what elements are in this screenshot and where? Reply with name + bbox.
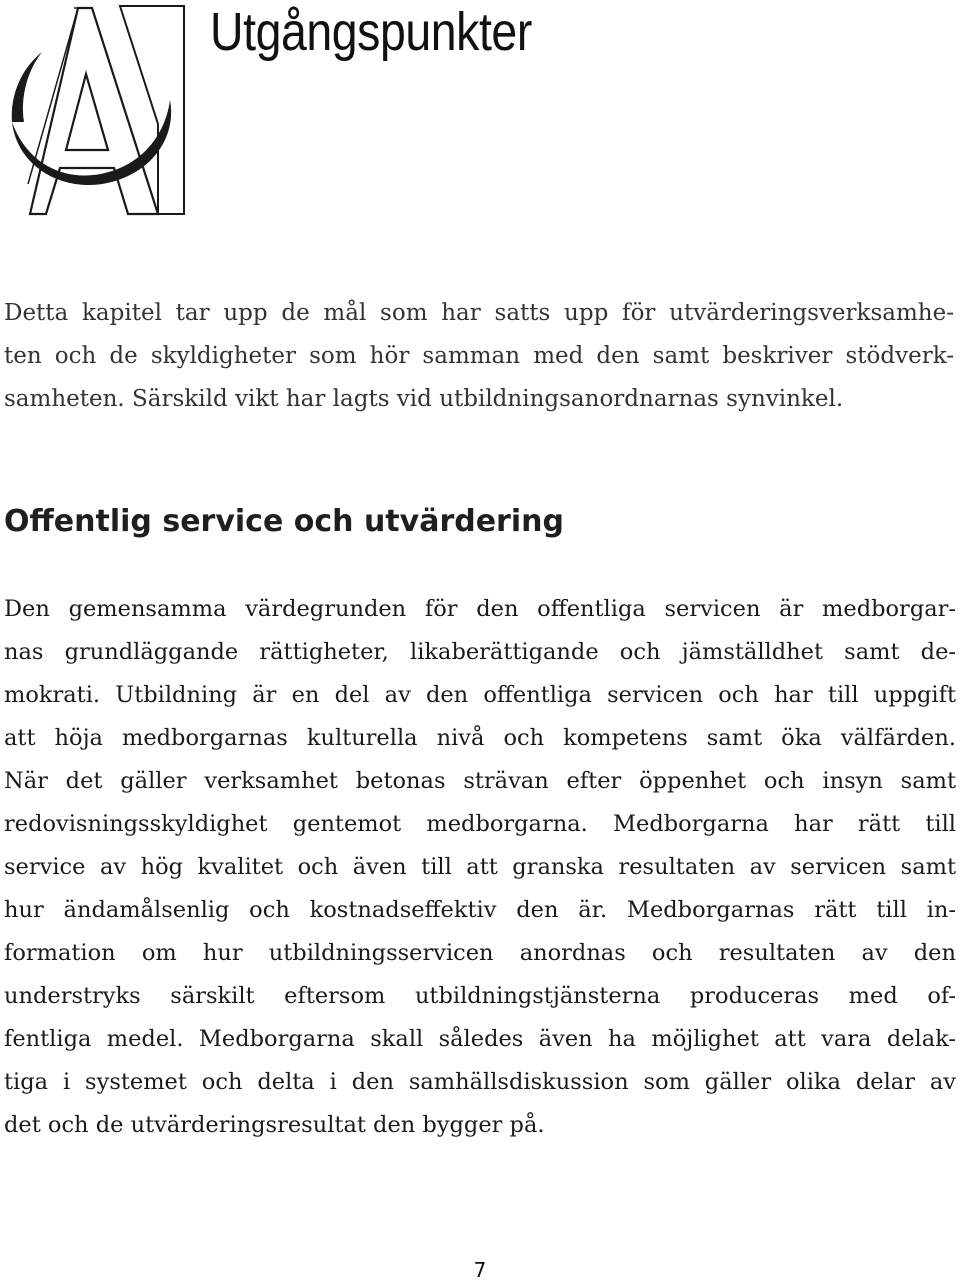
body-line: fentliga medel. Medborgarna skall således även ha möjlighet att vara delak- (4, 1026, 956, 1052)
body-line: mokrati. Utbildning är en del av den offentliga servicen och har till uppgift (4, 682, 956, 708)
body-line: att höja medborgarnas kulturella nivå och kompetens samt öka välfärden. (4, 725, 956, 751)
body-line: understryks särskilt eftersom utbildningstjänsterna produceras med of- (4, 983, 956, 1009)
body-line: tiga i systemet och delta i den samhällsdiskussion som gäller olika delar av (4, 1069, 956, 1095)
intro-paragraph (4, 292, 954, 421)
intro-line: samheten. Särskild vikt har lagts vid utbildningsanordnarnas synvinkel. (4, 386, 844, 412)
body-line: Den gemensamma värdegrunden för den offentliga servicen är medborgar- (4, 596, 956, 622)
section-heading: Offentlig service och utvärdering (4, 504, 564, 539)
body-line: redovisningsskyldighet gentemot medborgarna. Medborgarna har rätt till (4, 811, 956, 837)
body-line: nas grundläggande rättigheter, likaberättigande och jämställdhet samt de- (4, 639, 956, 665)
body-line: det och de utvärderingsresultat den bygger på. (4, 1112, 545, 1138)
body-line: hur ändamålsenlig och kostnadseffektiv den är. Medborgarnas rätt till in- (4, 897, 956, 923)
body-line: När det gäller verksamhet betonas strävan efter öppenhet och insyn samt (4, 768, 956, 794)
intro-line: ten och de skyldigheter som hör samman med den samt beskriver stödverk- (4, 343, 954, 369)
body-line: service av hög kvalitet och även till att granska resultaten av servicen samt (4, 854, 956, 880)
page-number: 7 (473, 1258, 487, 1282)
section-body (4, 588, 956, 1147)
body-line: formation om hur utbildningsservicen anordnas och resultaten av den (4, 940, 956, 966)
chapter-title: Utgångspunkter (210, 2, 532, 62)
intro-line: Detta kapitel tar upp de mål som har satts upp för utvärderingsverksamhe- (4, 300, 954, 326)
a-monogram-logo (8, 4, 190, 216)
